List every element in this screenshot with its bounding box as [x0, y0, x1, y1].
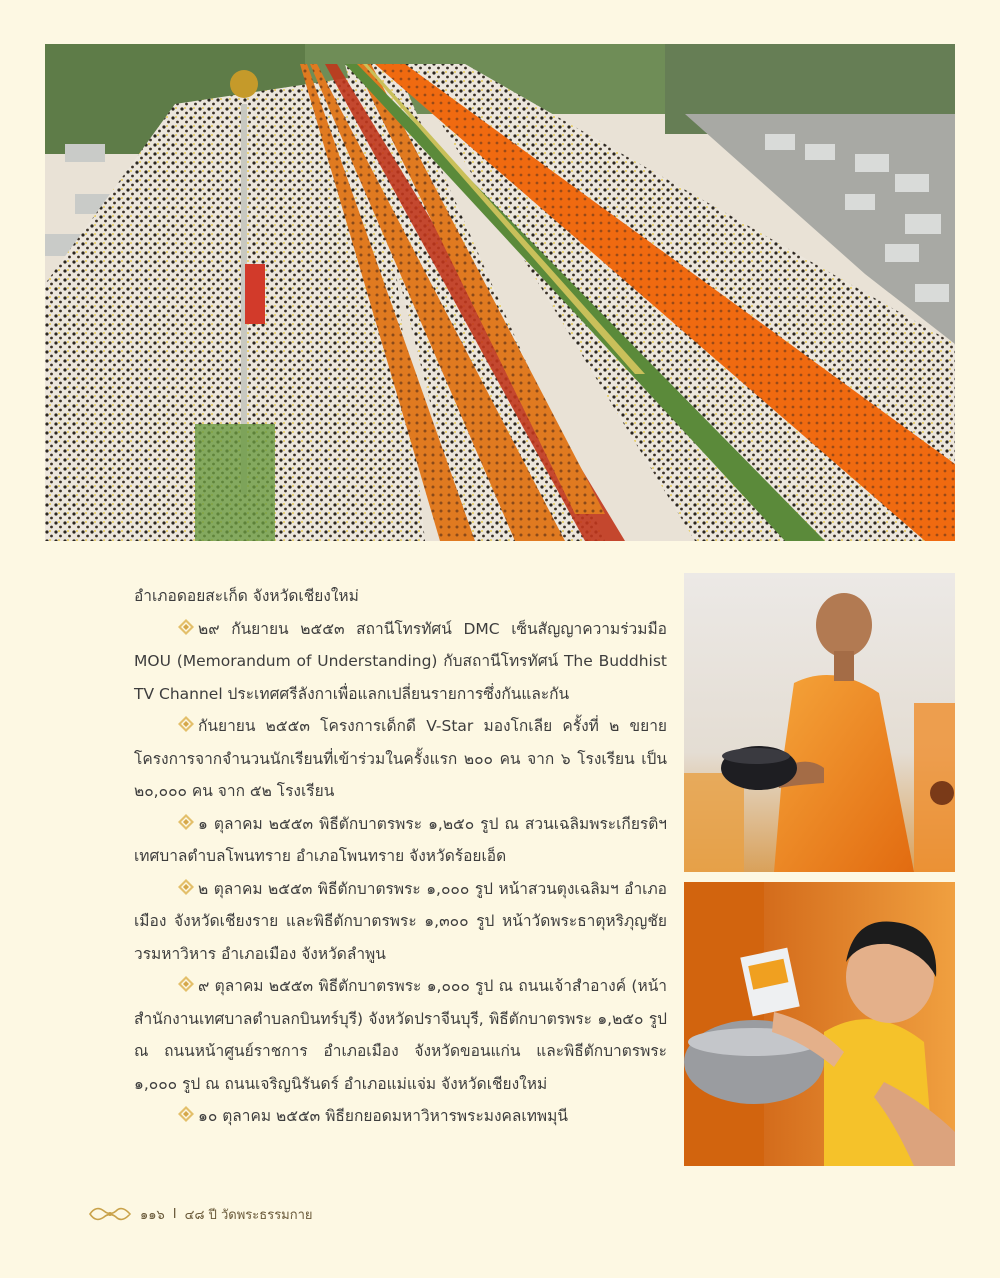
diamond-bullet-icon — [178, 619, 194, 635]
page-footer — [88, 1200, 313, 1228]
article-body — [134, 580, 667, 1133]
diamond-bullet-icon — [178, 1106, 194, 1122]
scroll-ornament-icon — [88, 1203, 132, 1225]
paragraph-0: อำเภอดอยสะเก็ด จังหวัดเชียงใหม่ — [134, 587, 359, 605]
diamond-bullet-icon — [178, 976, 194, 992]
paragraph-6: ๑๐ ตุลาคม ๒๕๕๓ พิธียกยอดมหาวิหารพระมงคลเทพมุนี — [134, 1100, 667, 1133]
child-offering-photo — [684, 882, 955, 1166]
paragraph-4: ๒ ตุลาคม ๒๕๕๓ พิธีตักบาตรพระ ๑,๐๐๐ รูป หน้าสวนตุงเฉลิมฯ อำเภอเมือง จังหวัดเชียงราย และพิธีตักบาตรพระ ๑,๓๐๐ รูป หน้าวัดพระธาตุหริภุญชัย วรมหาวิหาร อำเภอเมือง จังหวัดลำพูน — [134, 879, 667, 963]
paragraph-1: ๒๙ กันยายน ๒๕๕๓ สถานีโทรทัศน์ DMC เซ็นสัญญาความร่วมมือ MOU (Memorandum of Understanding) กับสถานีโทรทัศน์ The Buddhist TV Channel ประเทศศรีลังกาเพื่อแลกเปลี่ยนรายการซึ่งกันและกัน — [134, 619, 667, 703]
footer-separator: I — [172, 1206, 177, 1222]
paragraph-3: ๑ ตุลาคม ๒๕๕๓ พิธีตักบาตรพระ ๑,๒๕๐ รูป ณ สวนเฉลิมพระเกียรติฯ เทศบาลตำบลโพนทราย อำเภอโพนทราย จังหวัดร้อยเอ็ด — [134, 814, 667, 865]
book-title: ๔๘ ปี วัดพระธรรมกาย — [184, 1207, 313, 1223]
alms-procession-photo — [45, 44, 955, 541]
paragraph-2: กันยายน ๒๕๕๓ โครงการเด็กดี V-Star มองโกเลีย ครั้งที่ ๒ ขยายโครงการจากจำนวนนักเรียนที่เข้าร่วมในครั้งแรก ๒๐๐ คน จาก ๖ โรงเรียน เป็น ๒๐,๐๐๐ คน จาก ๕๒ โรงเรียน — [134, 717, 667, 800]
page-number: ๑๑๖ — [140, 1207, 165, 1223]
monk-with-alms-bowl-photo — [684, 573, 955, 872]
diamond-bullet-icon — [178, 879, 194, 895]
diamond-bullet-icon — [178, 814, 194, 830]
diamond-bullet-icon — [178, 716, 194, 732]
paragraph-5: ๙ ตุลาคม ๒๕๕๓ พิธีตักบาตรพระ ๑,๐๐๐ รูป ณ ถนนเจ้าสำอางค์ (หน้าสำนักงานเทศบาลตำบลกบินทร์บุรี) จังหวัดปราจีนบุรี, พิธีตักบาตรพระ ๑,๒๕๐ รูป ณ ถนนหน้าศูนย์ราชการ อำเภอเมือง จังหวัดขอนแก่น และพิธีตักบาตรพระ ๑,๐๐๐ รูป ณ ถนนเจริญนิรันดร์ อำเภอแม่แจ่ม จังหวัดเชียงใหม่ — [134, 977, 667, 1093]
